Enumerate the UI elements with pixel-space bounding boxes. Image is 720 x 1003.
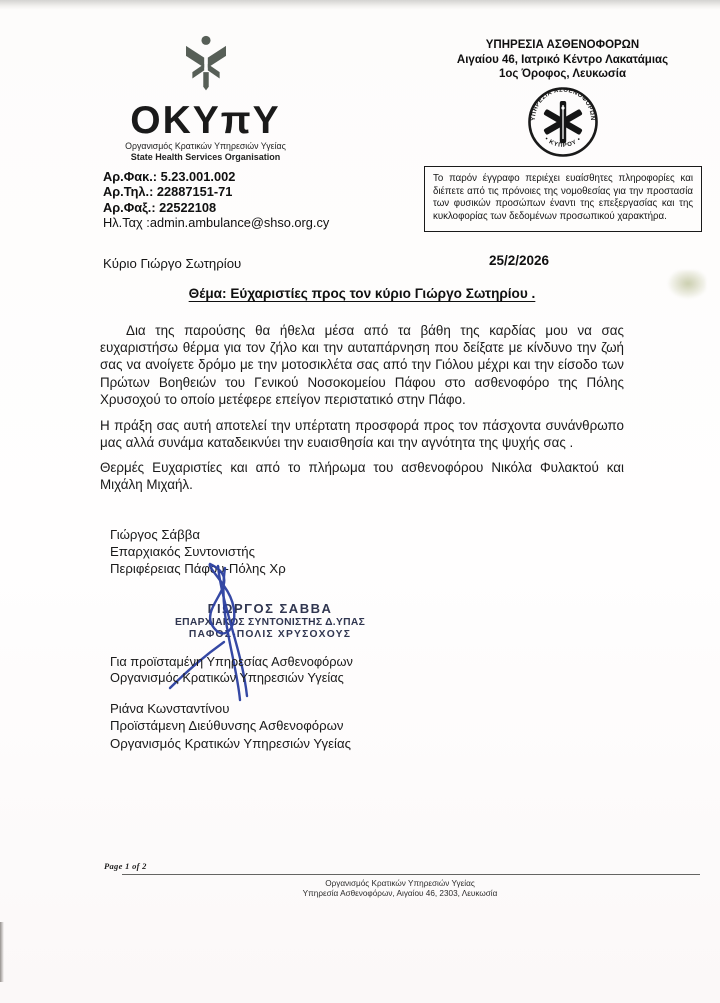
logo-acronym: ΟΚΥπΥ xyxy=(130,99,281,142)
stamp-title: ΕΠΑΡΧΙΑΚΟΣ ΣΥΝΤΟΝΙΣΤΗΣ Δ.ΥΠΑΣ xyxy=(174,617,366,628)
second-signatory-name: Ριάνα Κωνσταντίνου xyxy=(110,701,230,716)
signer-block xyxy=(110,527,286,577)
okypy-logo xyxy=(118,34,293,163)
page-number-label: Page 1 of 2 xyxy=(104,861,147,871)
second-signatory-org: Οργανισμός Κρατικών Υπηρεσιών Υγείας xyxy=(110,735,351,751)
seal-bottom-text: • ΚΥΠΡΟΥ • xyxy=(543,136,583,149)
rubber-stamp xyxy=(130,601,410,641)
seal-top-text: ΥΠΗΡΕΣΙΑ ΑΣΘΕΝΟΦΟΡΩΝ xyxy=(530,87,596,121)
service-street: Αιγαίου 46, Ιατρικό Κέντρο Λακατάμιας xyxy=(456,53,669,66)
letter-date: 25/2/2026 xyxy=(489,253,550,268)
signer-name: Γιώργος Σάββα xyxy=(110,527,200,542)
footer-org-address: Υπηρεσία Ασθενοφόρων, Αιγαίου 46, 2303, Λευκωσία xyxy=(302,889,498,898)
footer-organisation xyxy=(120,879,680,899)
footer-org-name: Οργανισμός Κρατικών Υπηρεσιών Υγείας xyxy=(325,879,475,888)
green-ink-smudge xyxy=(666,270,706,300)
signer-title: Επαρχιακός Συντονιστής xyxy=(110,543,255,559)
privacy-notice-box xyxy=(424,166,702,232)
service-city: 1ος Όροφος, Λευκωσία xyxy=(498,68,627,80)
second-signatory-title: Προϊστάμενη Διεύθυνσης Ασθενοφόρων xyxy=(110,718,344,734)
phone-number: Αρ.Τηλ.: 22887151-71 xyxy=(103,184,233,200)
service-name: ΥΠΗΡΕΣΙΑ ΑΣΘΕΝΟΦΟΡΩΝ xyxy=(485,39,640,51)
body-paragraph-1: Δια της παρούσης θα ήθελα μέσα από τα βάθη της καρδίας μου να σας ευχαριστήσω θέρμα για τον ζήλο και την αυταπάρνηση που δείξατε με κίνδυνο την ζωή σας να ανοίγετε δρόμο με την μοτοσικλέτα σας από την Γιόλου μέχρι και την είσοδο των Πρώτων Βοηθειών του Γενικού Νοσοκομείου Πάφου στο ασθενοφόρο της Πόλης Χρυσοχού το οποίο μετέφερε επείγον περιστατικό στην Πάφο. xyxy=(100,323,624,407)
person-figure-icon xyxy=(179,34,233,94)
on-behalf-line-2: Οργανισμός Κρατικών Υπηρεσιών Υγείας xyxy=(110,669,344,685)
scan-artifact-top xyxy=(0,0,720,9)
ambulance-service-seal xyxy=(527,86,599,158)
letterhead-service-address xyxy=(420,38,705,82)
on-behalf-block xyxy=(110,654,353,686)
stamp-district: ΠΑΦΟΣ-ΠΟΛΙΣ ΧΡΥΣΟΧΟΥΣ xyxy=(188,629,352,640)
stamp-name: ΓΙΩΡΓΟΣ ΣΑΒΒΑ xyxy=(207,601,333,616)
logo-name-english: State Health Services Organisation xyxy=(130,151,281,162)
body-paragraph-3: Θερμές Ευχαριστίες και από το πλήρωμα του ασθενοφόρου Νικόλα Φυλακτού και Μιχάλη Μιχαήλ. xyxy=(100,460,624,493)
privacy-notice-text: Το παρόν έγγραφο περιέχει ευαίσθητες πληροφορίες και διέπετε από τις πρόνοιες της νομοθεσίας για την προστασία των φυσικών προσώπων έναντι της επεξεργασίας και της κυκλοφορίας των δεδομένων προσωπικού χαρακτήρα. xyxy=(433,173,693,222)
footer-divider xyxy=(122,874,700,875)
recipient-name: Κύριο Γιώργο Σωτηρίου xyxy=(103,256,242,271)
contact-details xyxy=(103,169,329,230)
email-address: Ηλ.Ταχ :admin.ambulance@shso.org.cy xyxy=(103,214,330,230)
signer-region: Περιφέρειας Πάφου-Πόλης Χρ xyxy=(110,560,286,576)
logo-name-greek: Οργανισμός Κρατικών Υπηρεσιών Υγείας xyxy=(125,141,286,151)
second-signatory-block xyxy=(110,700,351,752)
scan-artifact-left-edge xyxy=(0,922,4,982)
on-behalf-line-1: Για προϊσταμένη Υπηρεσίας Ασθενοφόρων xyxy=(110,654,353,669)
subject-text: Θέμα: Εύχαριστίες προς τον κύριο Γιώργο Σωτηρίου . xyxy=(188,286,536,301)
body-paragraph-2: Η πράξη σας αυτή αποτελεί την υπέρτατη προσφορά προς τον πάσχοντα συνάνθρωπο μας αλλά συνάμα καταδεικνύει την ευαισθησία και την αγνότητα της ψυχής σας . xyxy=(100,418,624,451)
file-number: Αρ.Φακ.: 5.23.001.002 xyxy=(103,169,236,184)
fax-number: Αρ.Φαξ.: 22522108 xyxy=(103,199,217,215)
subject-line xyxy=(100,286,624,301)
star-of-life-icon xyxy=(543,101,583,143)
